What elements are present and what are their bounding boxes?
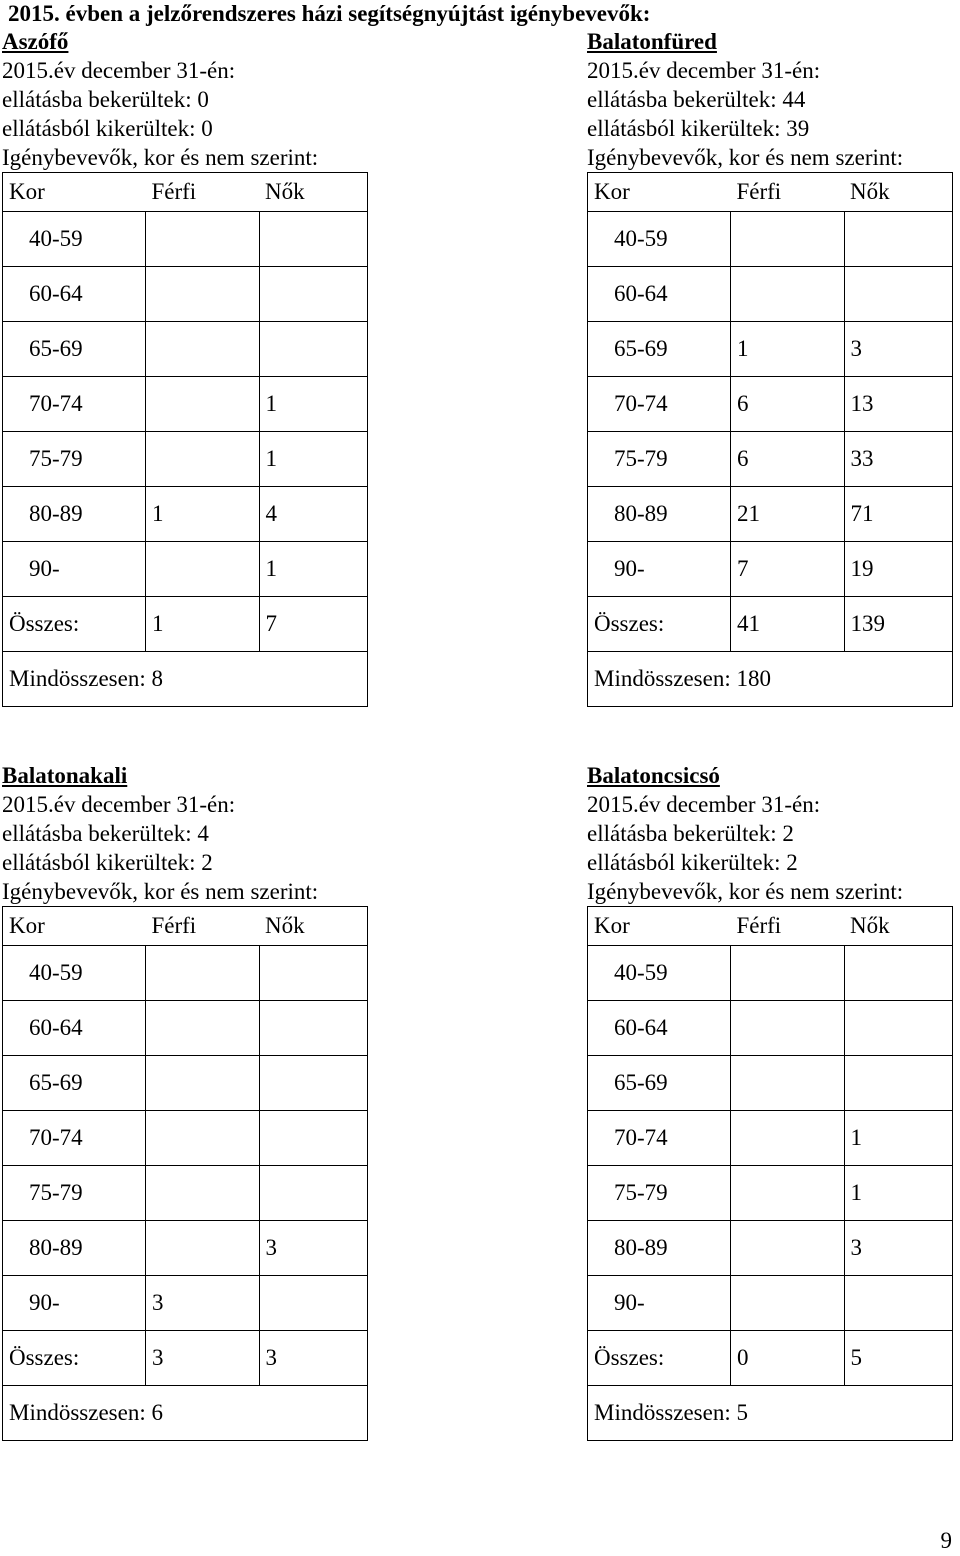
female-cell	[844, 212, 953, 267]
age-cell: 90-	[3, 1276, 146, 1331]
male-cell: 6	[730, 432, 844, 487]
male-cell	[730, 267, 844, 322]
age-cell: 90-	[588, 542, 731, 597]
male-cell	[730, 1056, 844, 1111]
female-cell: 19	[844, 542, 953, 597]
male-cell	[145, 1166, 259, 1221]
document-title: 2015. évben a jelzőrendszeres házi segítségnyújtást igénybevevők:	[8, 1, 651, 26]
male-cell	[145, 1056, 259, 1111]
table-row	[588, 1276, 953, 1331]
entered-count: ellátásba bekerültek: 4	[2, 821, 209, 846]
header-age: Kor	[588, 173, 731, 212]
breakdown-label: Igénybevevők, kor és nem szerint:	[2, 145, 319, 170]
age-cell: 70-74	[3, 1111, 146, 1166]
date-label: 2015.év december 31-én:	[587, 792, 821, 817]
grand-total: Mindösszesen: 5	[588, 1386, 953, 1441]
table-row	[588, 322, 953, 377]
exited-count: ellátásból kikerültek: 0	[2, 116, 213, 141]
age-gender-table	[2, 172, 368, 707]
male-cell: 1	[145, 487, 259, 542]
age-cell: 90-	[588, 1276, 731, 1331]
male-cell	[145, 542, 259, 597]
female-cell: 3	[844, 322, 953, 377]
total-row	[3, 1331, 368, 1386]
date-label: 2015.év december 31-én:	[2, 792, 236, 817]
town-name: Balatoncsicsó	[587, 763, 720, 788]
female-cell	[844, 1001, 953, 1056]
female-cell: 1	[844, 1166, 953, 1221]
age-cell: 70-74	[588, 377, 731, 432]
grand-total-row	[588, 1386, 953, 1441]
header-female: Nők	[844, 173, 953, 212]
grand-total: Mindösszesen: 180	[588, 652, 953, 707]
table-row	[3, 212, 368, 267]
age-cell: 80-89	[588, 1221, 731, 1276]
table-row	[588, 1056, 953, 1111]
male-cell	[730, 1001, 844, 1056]
male-cell: 21	[730, 487, 844, 542]
table-row	[3, 1056, 368, 1111]
table-row	[588, 1111, 953, 1166]
female-cell: 71	[844, 487, 953, 542]
total-male: 1	[145, 597, 259, 652]
male-cell	[730, 1111, 844, 1166]
female-cell: 4	[259, 487, 368, 542]
male-cell	[145, 267, 259, 322]
female-cell: 1	[259, 377, 368, 432]
female-cell	[259, 946, 368, 1001]
age-cell: 90-	[3, 542, 146, 597]
table-row	[3, 322, 368, 377]
breakdown-label: Igénybevevők, kor és nem szerint:	[2, 879, 319, 904]
entered-count: ellátásba bekerültek: 0	[2, 87, 209, 112]
age-gender-table	[587, 172, 953, 707]
female-cell	[259, 212, 368, 267]
age-cell: 80-89	[3, 1221, 146, 1276]
table-row	[588, 542, 953, 597]
total-label: Összes:	[588, 597, 731, 652]
male-cell: 1	[730, 322, 844, 377]
exited-count: ellátásból kikerültek: 2	[587, 850, 798, 875]
table-header-row	[588, 173, 953, 212]
age-cell: 60-64	[588, 1001, 731, 1056]
male-cell	[730, 1166, 844, 1221]
table-row	[588, 212, 953, 267]
table-row	[3, 1001, 368, 1056]
total-row	[588, 1331, 953, 1386]
female-cell: 3	[259, 1221, 368, 1276]
breakdown-label: Igénybevevők, kor és nem szerint:	[587, 145, 904, 170]
table-header-row	[3, 173, 368, 212]
female-cell	[259, 267, 368, 322]
age-cell: 65-69	[588, 1056, 731, 1111]
table-row	[3, 1166, 368, 1221]
total-female: 7	[259, 597, 368, 652]
age-cell: 60-64	[3, 1001, 146, 1056]
age-gender-table	[2, 906, 368, 1441]
table-header-row	[588, 907, 953, 946]
town-block-balatonakali	[2, 761, 368, 1441]
total-label: Összes:	[588, 1331, 731, 1386]
table-header-row	[3, 907, 368, 946]
town-block-balatonfured	[587, 27, 953, 707]
age-cell: 80-89	[3, 487, 146, 542]
date-label: 2015.év december 31-én:	[2, 58, 236, 83]
town-name: Balatonakali	[2, 763, 128, 788]
town-name: Balatonfüred	[587, 29, 717, 54]
age-cell: 75-79	[588, 432, 731, 487]
age-cell: 75-79	[3, 432, 146, 487]
table-row	[588, 377, 953, 432]
total-row	[3, 597, 368, 652]
total-label: Összes:	[3, 1331, 146, 1386]
breakdown-label: Igénybevevők, kor és nem szerint:	[587, 879, 904, 904]
male-cell	[730, 946, 844, 1001]
male-cell	[145, 432, 259, 487]
age-cell: 70-74	[588, 1111, 731, 1166]
total-female: 139	[844, 597, 953, 652]
female-cell: 1	[259, 432, 368, 487]
male-cell	[730, 1276, 844, 1331]
female-cell	[259, 1276, 368, 1331]
header-age: Kor	[588, 907, 731, 946]
grand-total-row	[3, 1386, 368, 1441]
female-cell	[259, 1111, 368, 1166]
header-male: Férfi	[145, 173, 259, 212]
table-row	[3, 542, 368, 597]
age-cell: 40-59	[3, 212, 146, 267]
male-cell	[145, 946, 259, 1001]
table-row	[588, 432, 953, 487]
entered-count: ellátásba bekerültek: 44	[587, 87, 806, 112]
table-row	[3, 1221, 368, 1276]
age-cell: 40-59	[588, 212, 731, 267]
male-cell: 3	[145, 1276, 259, 1331]
female-cell	[259, 1001, 368, 1056]
total-label: Összes:	[3, 597, 146, 652]
town-block-balatoncsicso	[587, 761, 953, 1441]
table-row	[588, 267, 953, 322]
header-female: Nők	[844, 907, 953, 946]
header-female: Nők	[259, 173, 368, 212]
total-male: 3	[145, 1331, 259, 1386]
table-row	[3, 487, 368, 542]
age-cell: 65-69	[3, 322, 146, 377]
header-female: Nők	[259, 907, 368, 946]
male-cell	[145, 377, 259, 432]
exited-count: ellátásból kikerültek: 2	[2, 850, 213, 875]
female-cell	[259, 322, 368, 377]
entered-count: ellátásba bekerültek: 2	[587, 821, 794, 846]
male-cell	[145, 212, 259, 267]
female-cell	[844, 946, 953, 1001]
table-row	[588, 487, 953, 542]
total-female: 5	[844, 1331, 953, 1386]
age-cell: 70-74	[3, 377, 146, 432]
female-cell	[844, 1056, 953, 1111]
female-cell: 1	[259, 542, 368, 597]
male-cell	[145, 322, 259, 377]
grand-total: Mindösszesen: 6	[3, 1386, 368, 1441]
total-row	[588, 597, 953, 652]
header-male: Férfi	[730, 173, 844, 212]
town-block-aszofo	[2, 27, 368, 707]
total-male: 41	[730, 597, 844, 652]
female-cell	[844, 1276, 953, 1331]
table-row	[588, 946, 953, 1001]
female-cell	[259, 1056, 368, 1111]
male-cell	[730, 1221, 844, 1276]
male-cell	[145, 1221, 259, 1276]
grand-total-row	[588, 652, 953, 707]
table-row	[3, 377, 368, 432]
header-male: Férfi	[145, 907, 259, 946]
age-cell: 75-79	[3, 1166, 146, 1221]
female-cell: 33	[844, 432, 953, 487]
total-male: 0	[730, 1331, 844, 1386]
age-cell: 65-69	[588, 322, 731, 377]
table-row	[3, 267, 368, 322]
female-cell: 13	[844, 377, 953, 432]
age-cell: 75-79	[588, 1166, 731, 1221]
table-row	[3, 432, 368, 487]
male-cell	[145, 1111, 259, 1166]
age-cell: 40-59	[588, 946, 731, 1001]
female-cell	[844, 267, 953, 322]
header-male: Férfi	[730, 907, 844, 946]
age-gender-table	[587, 906, 953, 1441]
table-row	[588, 1166, 953, 1221]
table-row	[3, 1276, 368, 1331]
age-cell: 80-89	[588, 487, 731, 542]
table-row	[3, 1111, 368, 1166]
male-cell: 7	[730, 542, 844, 597]
date-label: 2015.év december 31-én:	[587, 58, 821, 83]
page-number: 9	[940, 1528, 952, 1553]
age-cell: 60-64	[3, 267, 146, 322]
header-age: Kor	[3, 907, 146, 946]
male-cell: 6	[730, 377, 844, 432]
grand-total: Mindösszesen: 8	[3, 652, 368, 707]
total-female: 3	[259, 1331, 368, 1386]
age-cell: 65-69	[3, 1056, 146, 1111]
table-row	[588, 1221, 953, 1276]
table-row	[588, 1001, 953, 1056]
exited-count: ellátásból kikerültek: 39	[587, 116, 810, 141]
town-name: Aszófő	[2, 29, 69, 54]
age-cell: 40-59	[3, 946, 146, 1001]
female-cell	[259, 1166, 368, 1221]
male-cell	[730, 212, 844, 267]
female-cell: 1	[844, 1111, 953, 1166]
header-age: Kor	[3, 173, 146, 212]
age-cell: 60-64	[588, 267, 731, 322]
grand-total-row	[3, 652, 368, 707]
table-row	[3, 946, 368, 1001]
male-cell	[145, 1001, 259, 1056]
female-cell: 3	[844, 1221, 953, 1276]
